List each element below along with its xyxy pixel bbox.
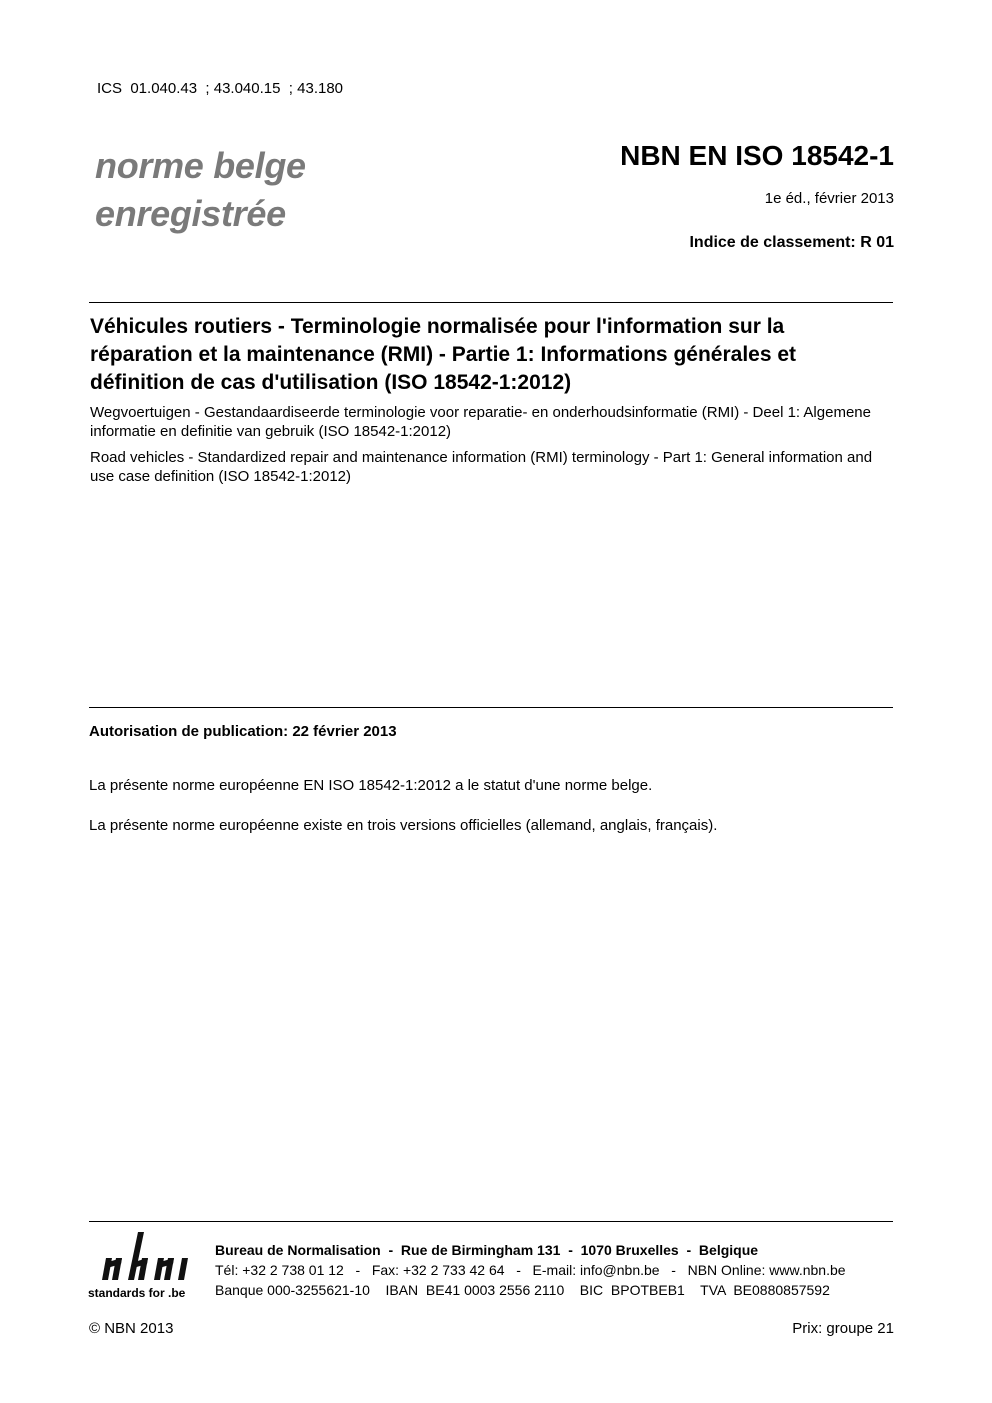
edition-date: 1e éd., février 2013 xyxy=(764,190,894,207)
bank-line: Banque 000-3255621-10 IBAN BE41 0003 2556 2110 BIC BPOTBEB1 TVA BE0880857592 xyxy=(215,1282,830,1298)
brand-line-2: enregistrée xyxy=(95,193,286,234)
publication-authorization: Autorisation de publication: 22 février 2013 xyxy=(89,723,397,740)
title-english: Road vehicles - Standardized repair and maintenance information (RMI) terminology - Part 1: General information and use case definition (ISO 18542-1:2012) xyxy=(90,449,873,485)
title-french: Véhicules routiers - Terminologie normalisée pour l'information sur la réparation et la maintenance (RMI) - Partie 1: Informations générales et définition de cas d'utilisation (ISO 18542-1:2012) xyxy=(90,315,797,394)
divider-top xyxy=(89,302,893,303)
versions-paragraph: La présente norme européenne existe en trois versions officielles (allemand, anglais, français). xyxy=(89,817,718,834)
classification-index: Indice de classement: R 01 xyxy=(689,234,894,251)
contact-line: Tél: +32 2 738 01 12 - Fax: +32 2 733 42 64 - E-mail: info@nbn.be - NBN Online: www.nbn.be xyxy=(215,1262,846,1278)
divider-footer xyxy=(89,1221,893,1222)
nbn-logo xyxy=(88,1228,200,1308)
ics-codes: ICS 01.040.43 ; 43.040.15 ; 43.180 xyxy=(97,80,344,97)
brand-line-1: norme belge xyxy=(95,145,306,186)
document-number: NBN EN ISO 18542-1 xyxy=(620,140,894,171)
status-paragraph: La présente norme européenne EN ISO 18542-1:2012 a le statut d'une norme belge. xyxy=(89,777,653,794)
divider-middle xyxy=(89,707,893,708)
brand-title xyxy=(95,142,306,238)
address-line: Bureau de Normalisation - Rue de Birmingham 131 - 1070 Bruxelles - Belgique xyxy=(215,1242,759,1258)
title-dutch: Wegvoertuigen - Gestandaardiseerde terminologie voor reparatie- en onderhoudsinformatie (RMI) - Deel 1: Algemene informatie en definitie van gebruik (ISO 18542-1:2012) xyxy=(90,404,871,440)
logo-tagline: standards for .be xyxy=(88,1286,186,1300)
copyright: © NBN 2013 xyxy=(89,1320,174,1337)
nbn-logo-mark-icon xyxy=(88,1228,200,1284)
price-group: Prix: groupe 21 xyxy=(792,1320,894,1337)
